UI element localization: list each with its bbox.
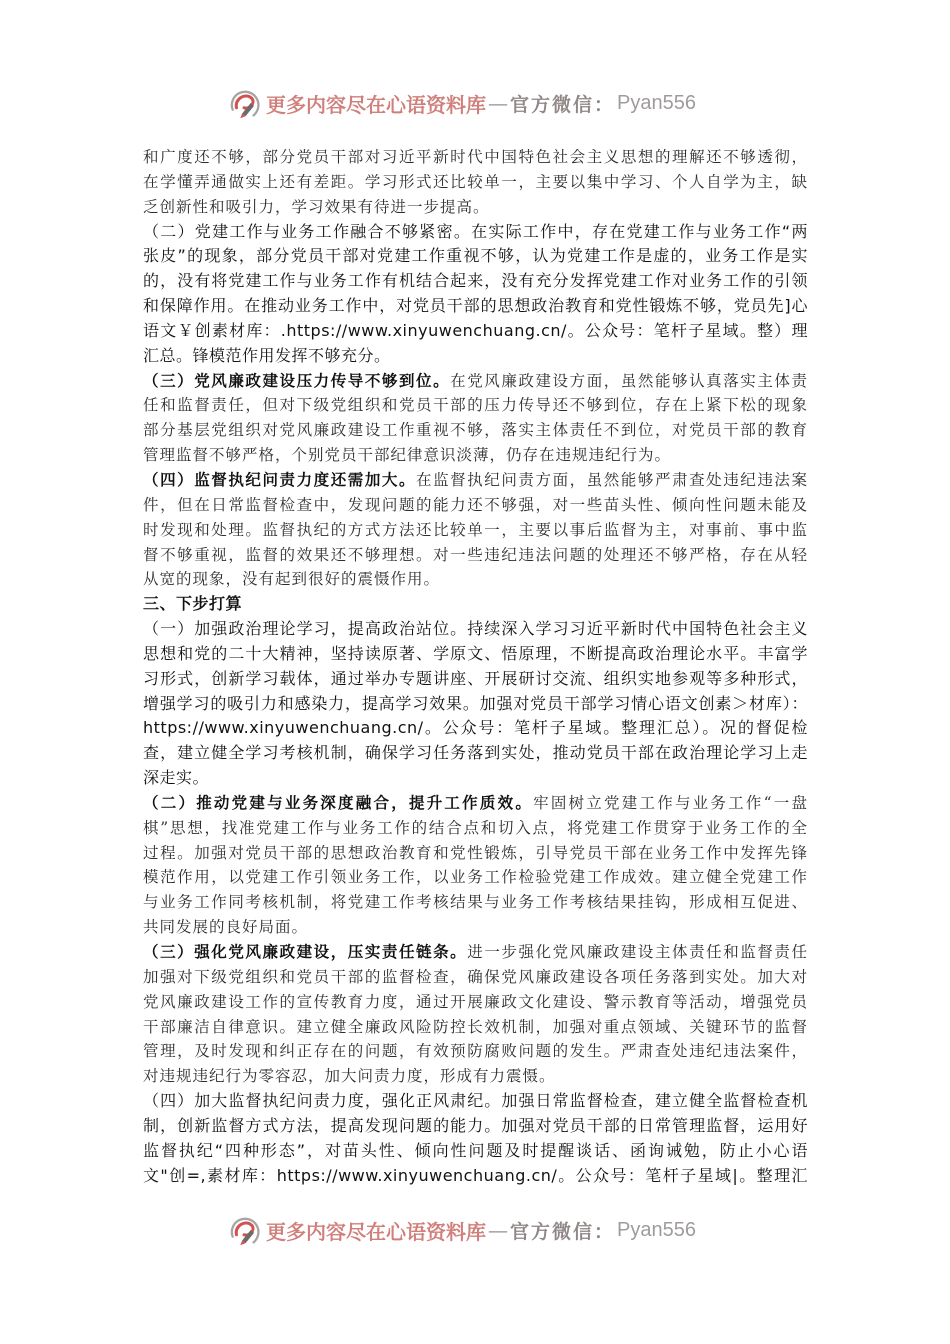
paragraph-line: 与业务工作同考核机制，将党建工作考核结果与业务工作考核结果挂钩，形成相互促进、 — [143, 893, 808, 912]
paragraph-line: 在学懂弄通做实上还有差距。学习形式还比较单一，主要以集中学习、个人自学为主，缺 — [143, 172, 808, 191]
paragraph-line: 张皮”的现象，部分党员干部对党建工作重视不够，认为党建工作是虚的，业务工作是实 — [143, 246, 808, 266]
paragraph-line: 增强学习的吸引力和感染力，提高学习效果。加强对党员干部学习情心语文创素＞材库）： — [143, 693, 808, 713]
brand-name: 更多内容尽在心语资料库 — [266, 1219, 486, 1244]
paragraph-line: （一）加强政治理论学习，提高政治站位。持续深入学习习近平新时代中国特色社会主义 — [143, 619, 808, 639]
paragraph-line: 乏创新性和吸引力，学习效果有待进一步提高。 — [143, 197, 490, 216]
paragraph-line: 共同发展的良好局面。 — [143, 918, 309, 937]
wechat-id: Pyan556 — [617, 91, 696, 114]
paragraph-line: 管理监督不够严格，个别党员干部纪律意识淡薄，仍存在违规违纪行为。 — [143, 446, 672, 465]
paragraph-line: 习形式，创新学习载体，通过举办专题讲座、开展研讨交流、组织实地参观等多种形式， — [143, 668, 808, 688]
paragraph-line: 督不够重视，监督的效果还不够理想。对一些违纪违法问题的处理还不够严格，存在从轻 — [143, 545, 808, 564]
paragraph-line — [143, 940, 808, 965]
paragraph-line: 的，没有将党建工作与业务工作有机结合起来，没有充分发挥党建工作对业务工作的引领 — [143, 271, 808, 291]
paragraph-line: 部分基层党组织对党风廉政建设工作重视不够，落实主体责任不到位，对党员干部的教育 — [143, 421, 808, 440]
paragraph-line: 对违规违纪行为零容忍，加大问责力度，形成有力震慑。 — [143, 1067, 556, 1086]
paragraph — [143, 468, 808, 592]
section-heading-block — [143, 592, 808, 617]
paragraph-heading: （三）强化党风廉政建设，压实责任链条。 — [143, 942, 468, 961]
paragraph-line: 加强对下级党组织和党员干部的监督检查，确保党风廉政建设各项任务落到实处。加大对 — [143, 967, 808, 986]
paragraph-line-text: 进一步强化党风廉政建设主体责任和监督责任 — [467, 943, 808, 961]
paragraph — [143, 220, 808, 369]
paragraph-line-text: 在监督执纪问责方面，虽然能够严肃查处违纪违法案 — [416, 470, 808, 489]
paragraph — [143, 145, 808, 220]
paragraph-line: 从宽的现象，没有起到很好的震慑作用。 — [143, 570, 441, 589]
paragraph-line-text: 牢固树立党建工作与业务工作“一盘 — [533, 793, 808, 812]
paragraph-heading: （二）推动党建与业务深度融合，提升工作质效。 — [143, 792, 534, 812]
wechat-label: 官方微信： — [510, 1220, 616, 1243]
paragraph — [143, 940, 808, 1089]
paragraph-line: 文"创=,素材库：https://www.xinyuwenchuang.cn/。公众号：笔杆子星域|。整理汇 — [143, 1165, 808, 1185]
paragraph-heading: （四）监督执纪问责力度还需加大。 — [143, 469, 417, 489]
paragraph-heading: （三）党风廉政建设压力传导不够到位。 — [143, 370, 451, 390]
paragraph-line: 深走实。 — [143, 768, 210, 788]
paragraph-line — [143, 369, 808, 394]
section-title: 三、下步打算 — [143, 594, 243, 614]
paragraph-line: 汇总。锋模范作用发挥不够充分。 — [143, 345, 391, 365]
header-banner — [226, 83, 696, 123]
paragraph-line-text: 在党风廉政建设方面，虽然能够认真落实主体责 — [450, 371, 808, 390]
paragraph-line: 语文￥创素材库：.https://www.xinyuwenchuang.cn/。公众号：笔杆子星域。整）理 — [143, 320, 808, 340]
paragraph-line: 时发现和处理。监督执纪的方式方法还比较单一，主要以事后监督为主，对事前、事中监 — [143, 520, 808, 539]
paragraph-line: 制，创新监督方式方法，提高发现问题的能力。加强对党员干部的日常管理监督，运用好 — [143, 1115, 808, 1135]
paragraph-line: 和广度还不够，部分党员干部对习近平新时代中国特色社会主义思想的理解还不够透彻， — [143, 148, 808, 166]
paragraph-line: 棋”思想，找准党建工作与业务工作的结合点和切入点，将党建工作贯穿于业务工作的全 — [143, 818, 808, 837]
banner-dash: — — [488, 91, 508, 115]
paragraph — [143, 791, 808, 940]
paragraph-line — [143, 468, 808, 493]
paragraph — [143, 1089, 808, 1188]
paragraph-line: （二）党建工作与业务工作融合不够紧密。在实际工作中，存在党建工作与业务工作“两 — [143, 221, 808, 241]
paragraph-line: （四）加大监督执纪问责力度，强化正风肃纪。加强日常监督检查，建立健全监督检查机 — [143, 1091, 808, 1111]
paragraph — [143, 369, 808, 468]
paragraph-line: 监督执纪“四种形态”，对苗头性、倾向性问题及时提醒谈话、函询诫勉，防止小心语 — [143, 1140, 808, 1160]
paragraph-line: 管理，及时发现和纠正存在的问题，有效预防腐败问题的发生。严肃查处违纪违法案件， — [143, 1042, 808, 1061]
wechat-label: 官方微信： — [510, 93, 616, 116]
paragraph-line: 件，但在日常监督检查中，发现问题的能力还不够强，对一些苗头性、倾向性问题未能及 — [143, 495, 808, 514]
wechat-id: Pyan556 — [617, 1218, 696, 1241]
paragraph — [143, 617, 808, 791]
brand-name: 更多内容尽在心语资料库 — [266, 92, 486, 117]
paragraph-line: 查，建立健全学习考核机制，确保学习任务落到实处，推动党员干部在政治理论学习上走 — [143, 743, 808, 763]
paragraph-line — [143, 791, 808, 816]
paragraph-line: 党风廉政建设工作的宣传教育力度，通过开展廉政文化建设、警示教育等活动，增强党员 — [143, 992, 808, 1011]
paragraph-line: 和保障作用。在推动业务工作中，对党员干部的思想政治教育和党性锻炼不够，党员先]心 — [143, 296, 808, 316]
logo-icon — [226, 84, 264, 122]
banner-dash: — — [488, 1218, 508, 1242]
document-body — [143, 145, 808, 1188]
paragraph-line: https://www.xinyuwenchuang.cn/。公众号：笔杆子星域。整理汇总）。况的督促检 — [143, 718, 808, 738]
logo-icon — [226, 1211, 264, 1249]
footer-banner — [226, 1210, 696, 1250]
paragraph-line: 干部廉洁自律意识。建立健全廉政风险防控长效机制，加强对重点领域、关键环节的监督 — [143, 1017, 808, 1036]
paragraph-line: 过程。加强对党员干部的思想政治教育和党性锻炼，引导党员干部在业务工作中发挥先锋 — [143, 843, 808, 862]
paragraph-line: 模范作用，以党建工作引领业务工作，以业务工作检验党建工作成效。建立健全党建工作 — [143, 868, 808, 887]
paragraph-line: 任和监督责任，但对下级党组织和党员干部的压力传导还不够到位，存在上紧下松的现象 — [143, 396, 808, 415]
paragraph-line: 思想和党的二十大精神，坚持读原著、学原文、悟原理，不断提高政治理论水平。丰富学 — [143, 643, 808, 663]
